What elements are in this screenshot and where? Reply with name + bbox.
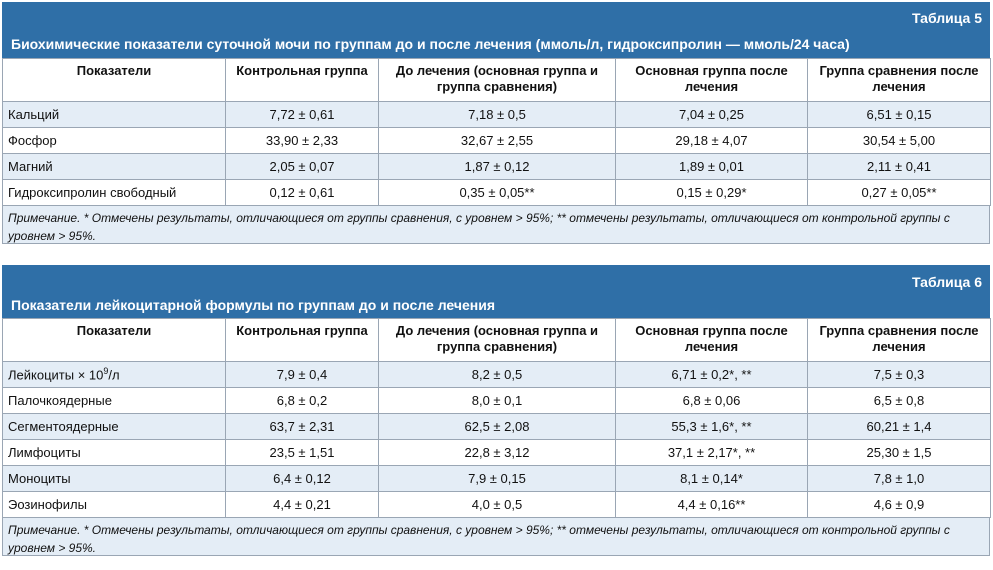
cell-value: 33,90 ± 2,33: [226, 128, 379, 154]
table-row: [3, 466, 991, 492]
table-row: [3, 414, 991, 440]
table-row: [3, 440, 991, 466]
column-header: Контрольная группа: [226, 59, 379, 102]
table-6-number: Таблица 6: [911, 274, 982, 290]
table-6-title: Показатели лейкоцитарной формулы по группам до и после лечения: [11, 297, 495, 313]
cell-value: 6,71 ± 0,2*, **: [616, 362, 808, 388]
column-header: Группа сравнения после лечения: [808, 319, 991, 362]
cell-value: 6,8 ± 0,2: [226, 388, 379, 414]
column-header: Основная группа после лечения: [616, 319, 808, 362]
cell-value: 6,5 ± 0,8: [808, 388, 991, 414]
cell-value: 7,18 ± 0,5: [379, 102, 616, 128]
table-6-header-bar: [2, 265, 990, 318]
row-label: Кальций: [3, 102, 226, 128]
cell-value: 0,12 ± 0,61: [226, 180, 379, 206]
table-5-title: Биохимические показатели суточной мочи по группам до и после лечения (ммоль/л, гидроксипролин — ммоль/24 часа): [11, 36, 850, 52]
cell-value: 4,4 ± 0,21: [226, 492, 379, 518]
cell-value: 60,21 ± 1,4: [808, 414, 991, 440]
column-header: До лечения (основная группа и группа сравнения): [379, 319, 616, 362]
cell-value: 63,7 ± 2,31: [226, 414, 379, 440]
cell-value: 2,11 ± 0,41: [808, 154, 991, 180]
cell-value: 37,1 ± 2,17*, **: [616, 440, 808, 466]
table-5-header-bar: [2, 2, 990, 58]
cell-value: 1,89 ± 0,01: [616, 154, 808, 180]
cell-value: 7,9 ± 0,15: [379, 466, 616, 492]
cell-value: 0,35 ± 0,05**: [379, 180, 616, 206]
column-header: Показатели: [3, 59, 226, 102]
cell-value: 6,4 ± 0,12: [226, 466, 379, 492]
leukocytes-exponent: 9: [103, 366, 109, 377]
leukocytes-label: Лейкоциты × 10: [8, 367, 104, 383]
leukocytes-unit: /л: [108, 367, 120, 383]
row-label: Магний: [3, 154, 226, 180]
table-row: [3, 388, 991, 414]
column-header: Основная группа после лечения: [616, 59, 808, 102]
cell-value: 4,6 ± 0,9: [808, 492, 991, 518]
table-6-grid: [2, 318, 991, 518]
cell-value: 7,5 ± 0,3: [808, 362, 991, 388]
column-header: Контрольная группа: [226, 319, 379, 362]
cell-value: 8,2 ± 0,5: [379, 362, 616, 388]
table-6-note: Примечание. * Отмечены результаты, отличающиеся от группы сравнения, с уровнем > 95%; ** отмечены результаты, отличающиеся от контрольной группы с уровнем > 95%.: [2, 518, 990, 556]
cell-value: 1,87 ± 0,12: [379, 154, 616, 180]
cell-value: 6,8 ± 0,06: [616, 388, 808, 414]
row-label: Лимфоциты: [3, 440, 226, 466]
column-header: Показатели: [3, 319, 226, 362]
cell-value: 0,15 ± 0,29*: [616, 180, 808, 206]
row-label: Сегментоядерные: [3, 414, 226, 440]
table-5: [2, 2, 990, 244]
cell-value: 7,04 ± 0,25: [616, 102, 808, 128]
cell-value: 8,0 ± 0,1: [379, 388, 616, 414]
table-row: [3, 362, 991, 388]
cell-value: 0,27 ± 0,05**: [808, 180, 991, 206]
cell-value: 23,5 ± 1,51: [226, 440, 379, 466]
table-row: [3, 102, 991, 128]
cell-value: 2,05 ± 0,07: [226, 154, 379, 180]
table-row: [3, 154, 991, 180]
table-row: [3, 180, 991, 206]
cell-value: 30,54 ± 5,00: [808, 128, 991, 154]
cell-value: 29,18 ± 4,07: [616, 128, 808, 154]
cell-value: 4,4 ± 0,16**: [616, 492, 808, 518]
cell-value: 62,5 ± 2,08: [379, 414, 616, 440]
cell-value: 32,67 ± 2,55: [379, 128, 616, 154]
cell-value: 7,8 ± 1,0: [808, 466, 991, 492]
table-5-number: Таблица 5: [911, 10, 982, 26]
row-label: [3, 362, 226, 388]
cell-value: 7,9 ± 0,4: [226, 362, 379, 388]
table-row: [3, 128, 991, 154]
column-header: До лечения (основная группа и группа сравнения): [379, 59, 616, 102]
row-label: Гидроксипролин свободный: [3, 180, 226, 206]
cell-value: 8,1 ± 0,14*: [616, 466, 808, 492]
table-6: [2, 265, 990, 556]
cell-value: 55,3 ± 1,6*, **: [616, 414, 808, 440]
row-label: Эозинофилы: [3, 492, 226, 518]
cell-value: 4,0 ± 0,5: [379, 492, 616, 518]
row-label: Палочкоядерные: [3, 388, 226, 414]
cell-value: 22,8 ± 3,12: [379, 440, 616, 466]
cell-value: 6,51 ± 0,15: [808, 102, 991, 128]
cell-value: 7,72 ± 0,61: [226, 102, 379, 128]
row-label: Моноциты: [3, 466, 226, 492]
row-label: Фосфор: [3, 128, 226, 154]
table-row: [3, 492, 991, 518]
table-5-note: Примечание. * Отмечены результаты, отличающиеся от группы сравнения, с уровнем > 95%; ** отмечены результаты, отличающиеся от контрольной группы с уровнем > 95%.: [2, 206, 990, 244]
column-header: Группа сравнения после лечения: [808, 59, 991, 102]
table-5-grid: [2, 58, 991, 206]
cell-value: 25,30 ± 1,5: [808, 440, 991, 466]
